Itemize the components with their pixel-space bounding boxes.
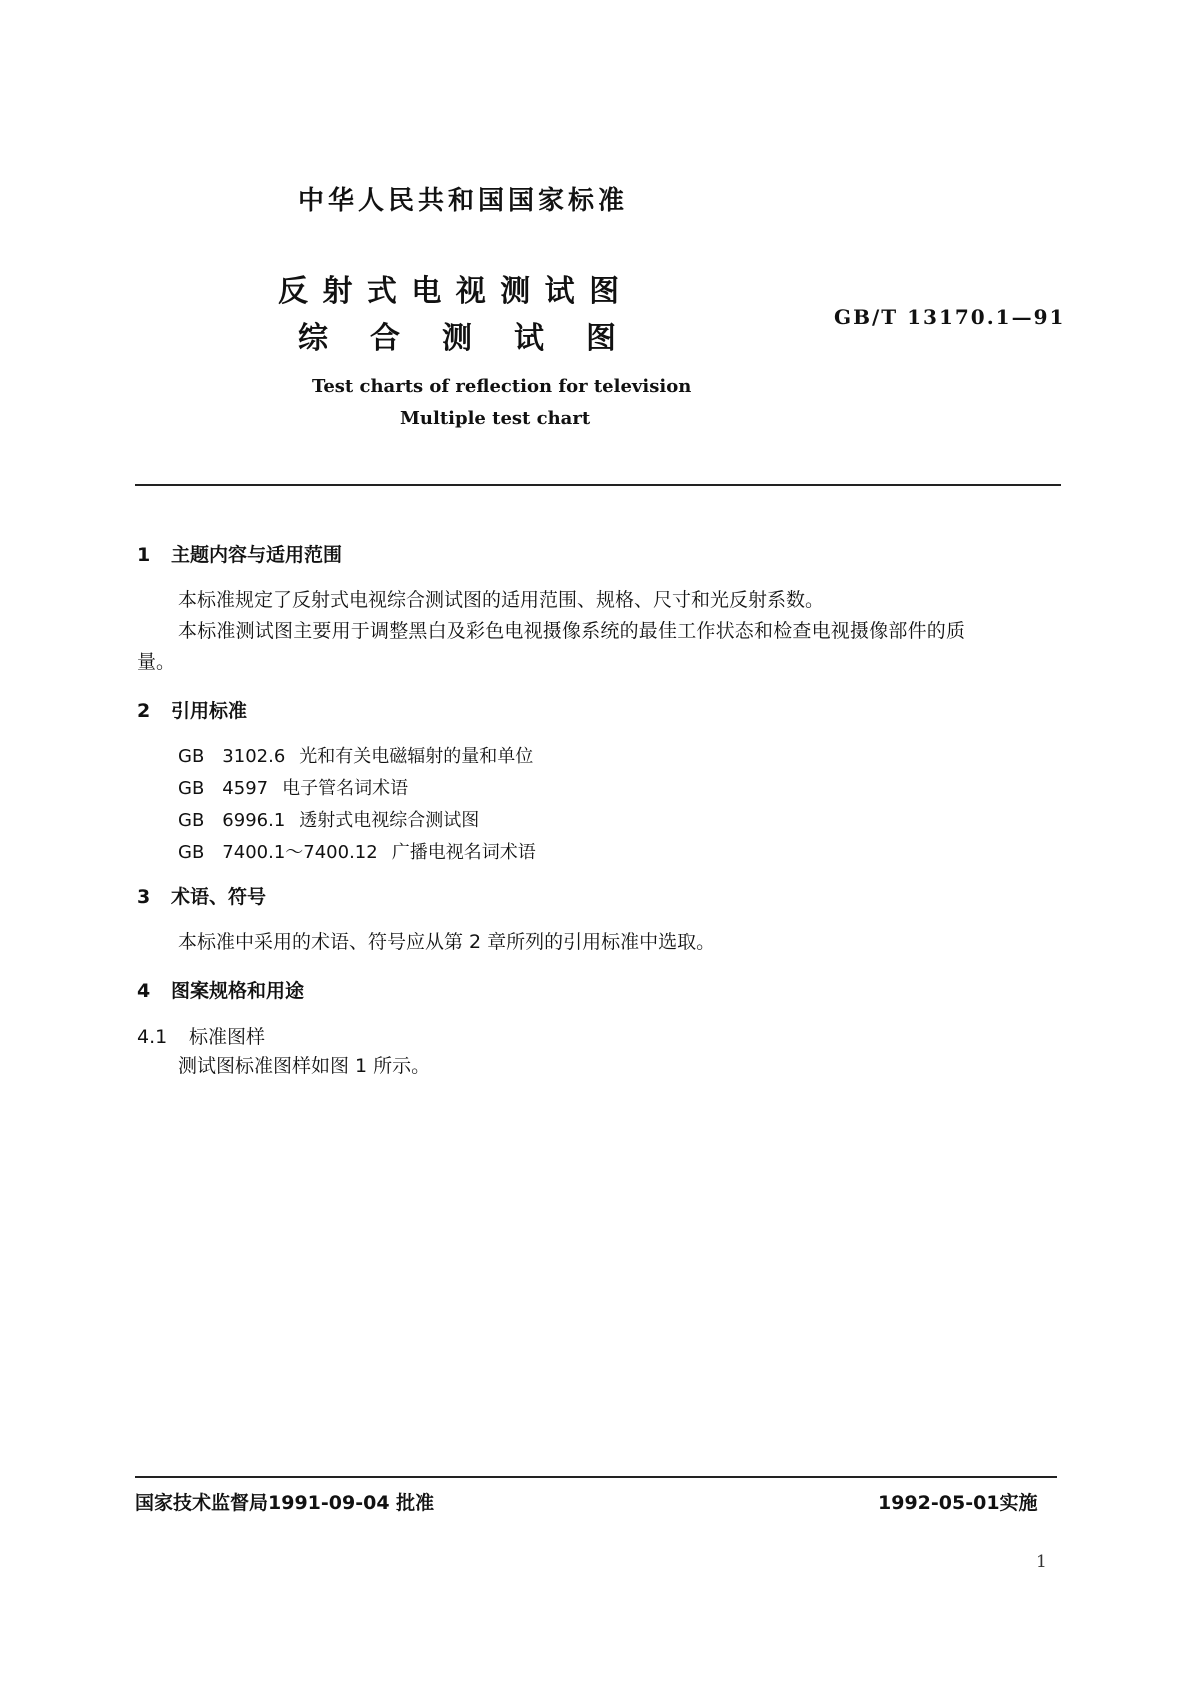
reference-title: 电子管名词术语 [282,778,409,799]
page-number: 1 [1036,1552,1047,1572]
section-1-paragraph-2-line-2: 量。 [137,651,176,673]
subsection-4-1-heading [137,1022,265,1049]
section-1-number: 1 [137,544,151,566]
reference-item [178,774,408,800]
section-2-number: 2 [137,700,151,722]
reference-code: GB 3102.6 [178,746,286,767]
subsection-4-1-paragraph: 测试图标准图样如图 1 所示。 [178,1055,431,1077]
document-title-cn-line1: 反 射 式 电 视 测 试 图 [278,274,622,309]
section-1-heading [137,540,342,567]
issuer-title: 中华人民共和国国家标准 [298,186,629,216]
reference-title: 透射式电视综合测试图 [299,810,480,831]
standard-number: GB/T 13170.1—91 [834,305,1066,329]
reference-code: GB 6996.1 [178,810,286,831]
section-4-title: 图案规格和用途 [171,980,305,1002]
reference-item [178,806,479,832]
section-4-heading [137,976,304,1003]
section-1-paragraph-2-line-1: 本标准测试图主要用于调整黑白及彩色电视摄像系统的最佳工作状态和检查电视摄像部件的质 [178,620,966,642]
footer-divider [135,1476,1057,1478]
reference-code: GB 4597 [178,778,269,799]
document-title-en-line2: Multiple test chart [400,408,591,429]
subsection-4-1-number: 4.1 [137,1026,168,1048]
reference-item [178,838,536,864]
implementation-date: 1992-05-01实施 [878,1492,1038,1514]
section-1-paragraph-1: 本标准规定了反射式电视综合测试图的适用范围、规格、尺寸和光反射系数。 [178,589,825,611]
approval-note: 国家技术监督局1991-09-04 批准 [135,1492,435,1514]
section-4-number: 4 [137,980,151,1002]
reference-item [178,742,533,768]
section-2-title: 引用标准 [171,700,248,722]
section-3-title: 术语、符号 [171,886,267,908]
document-title-en-line1: Test charts of reflection for television [312,376,692,397]
section-1-title: 主题内容与适用范围 [171,544,343,566]
header-divider [135,484,1061,486]
section-3-number: 3 [137,886,151,908]
subsection-4-1-title: 标准图样 [189,1026,266,1048]
document-title-cn-line2: 综 合 测 试 图 [298,321,622,356]
reference-code: GB 7400.1～7400.12 [178,842,378,863]
section-3-heading [137,882,266,909]
reference-title: 光和有关电磁辐射的量和单位 [299,746,534,767]
section-3-paragraph: 本标准中采用的术语、符号应从第 2 章所列的引用标准中选取。 [178,931,716,953]
section-2-heading [137,696,247,723]
reference-title: 广播电视名词术语 [391,842,536,863]
